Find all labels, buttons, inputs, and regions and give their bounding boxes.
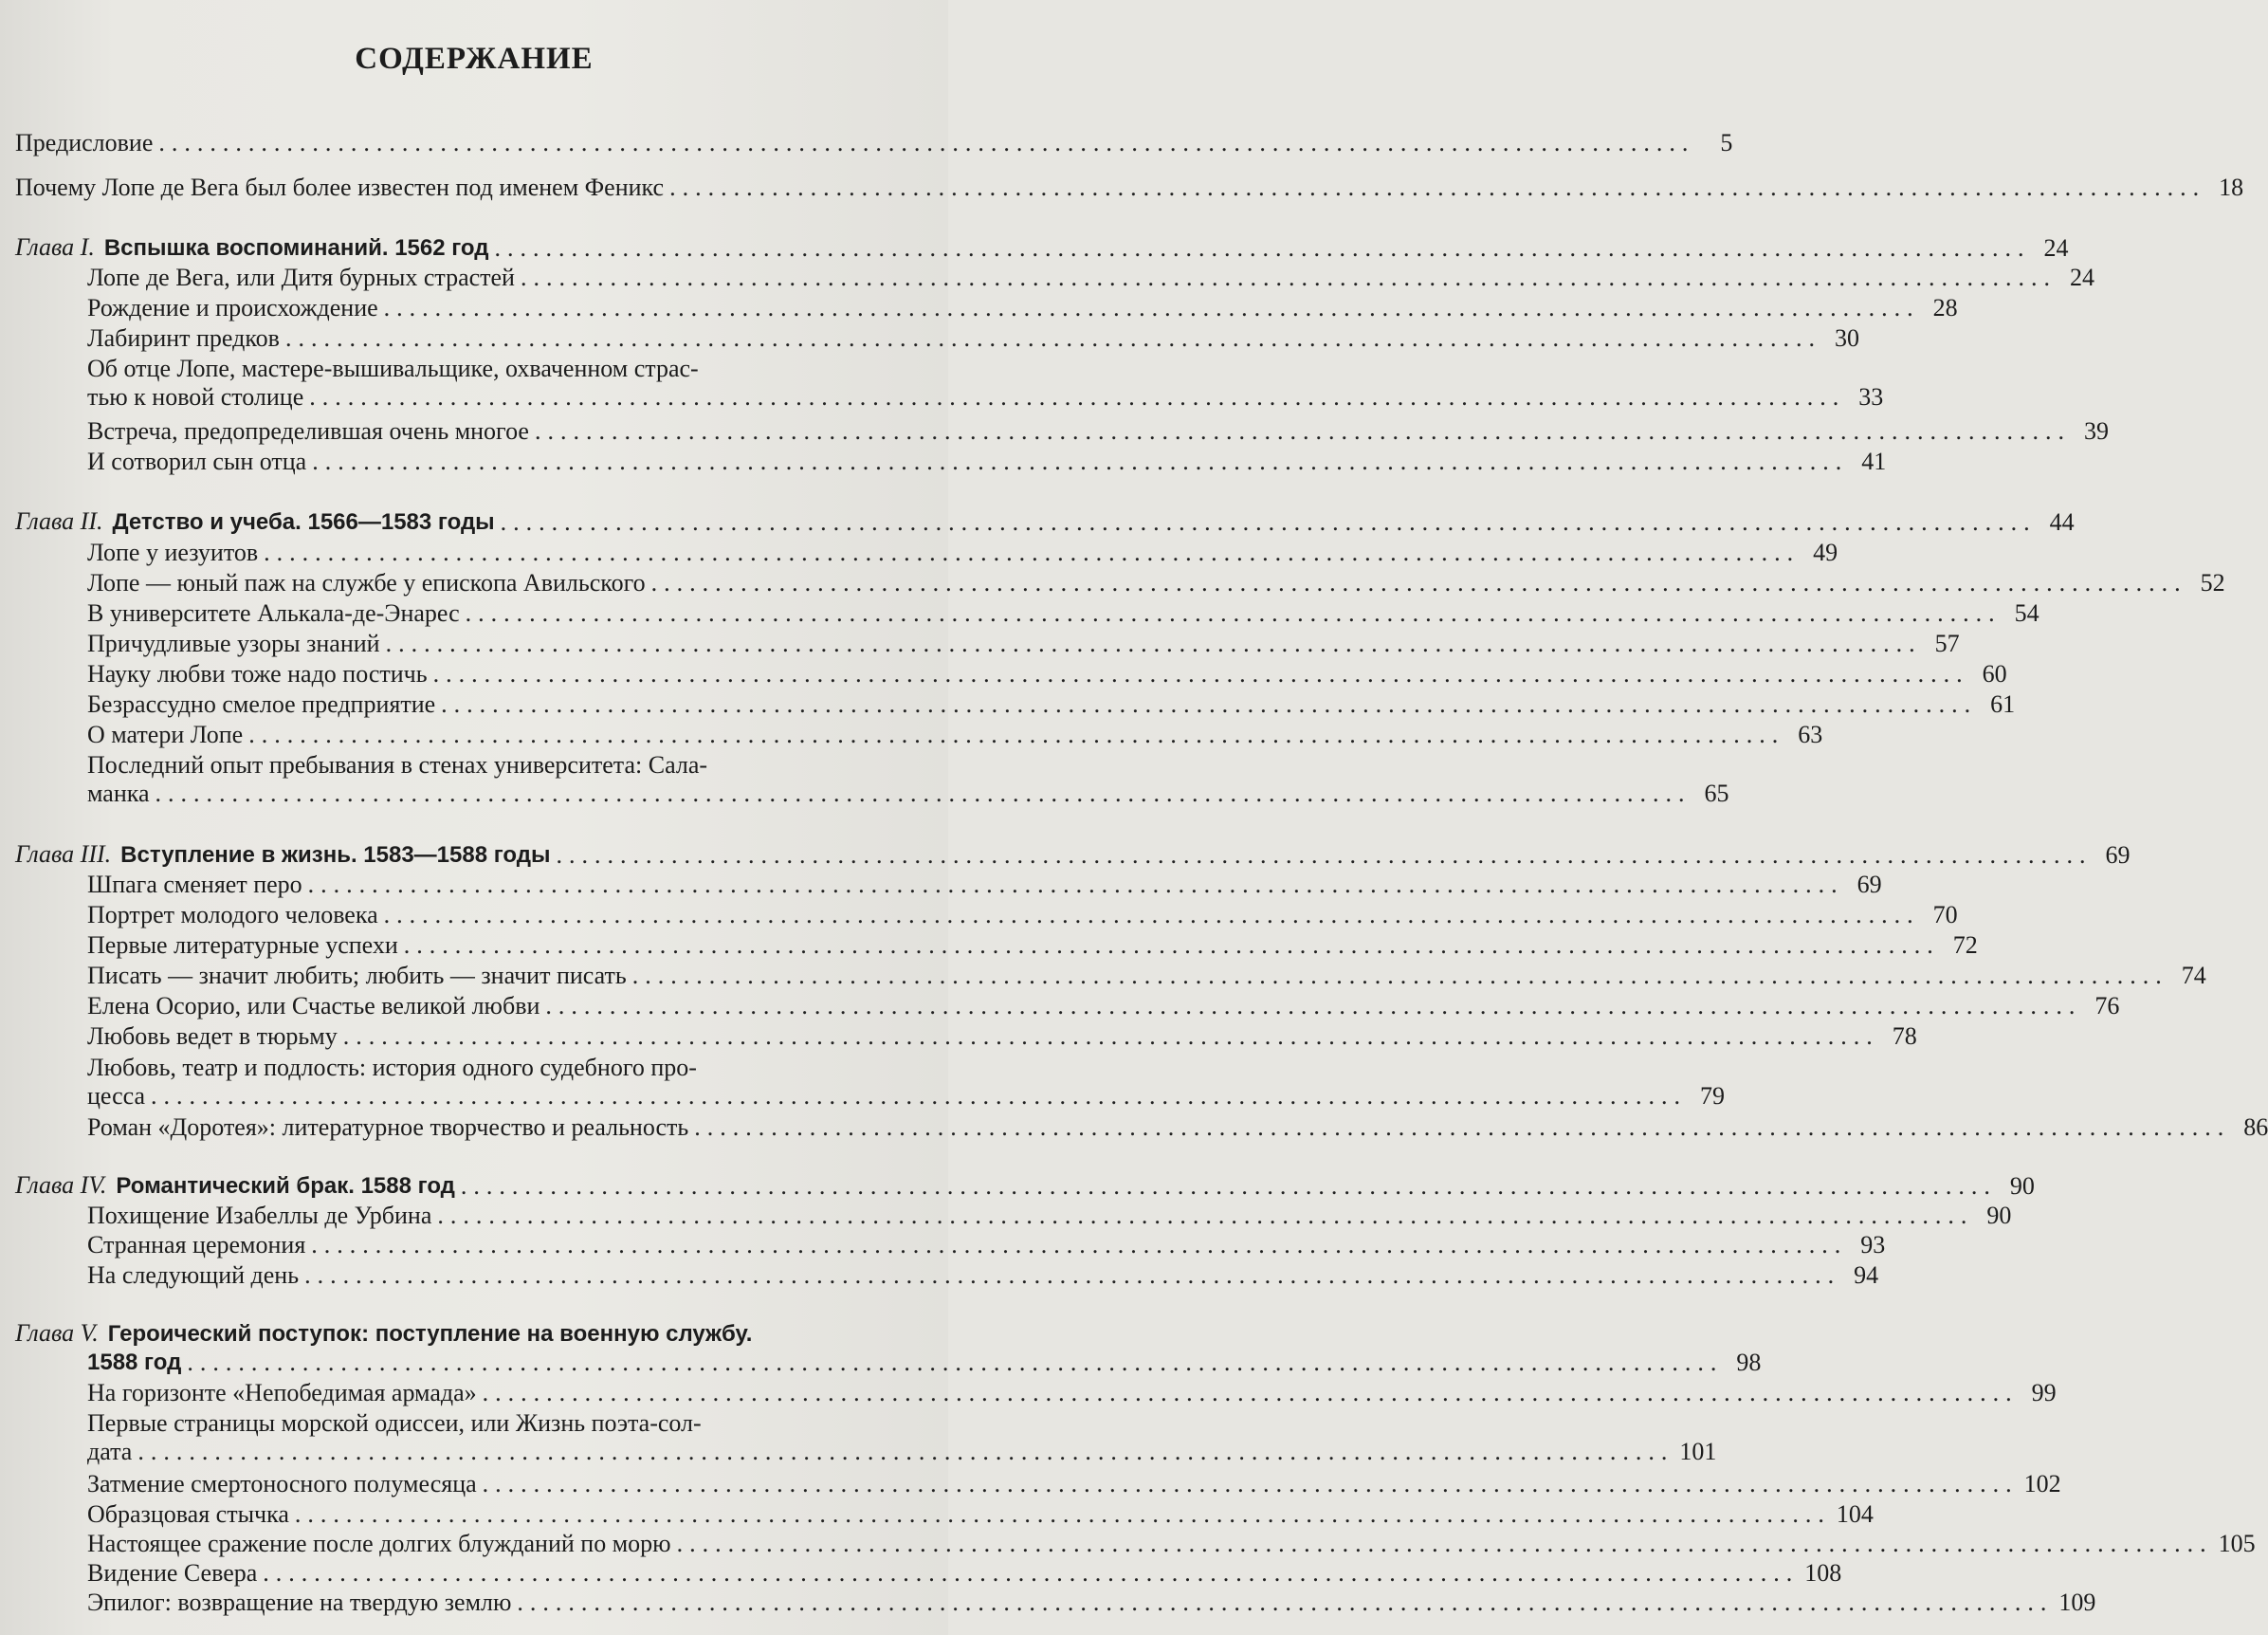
entry-title: Видение Севера — [87, 1559, 258, 1587]
page-number: 61 — [1990, 690, 2016, 718]
dot-leader: ........................................................................................................................ — [694, 1113, 2231, 1141]
toc-section-row — [87, 992, 2120, 1020]
toc-section-row — [87, 1379, 2057, 1407]
toc-chapter-row — [87, 1348, 1762, 1377]
toc-section-row — [87, 1438, 1717, 1466]
dot-leader: ........................................................................................................................ — [312, 448, 1849, 475]
page-number: 24 — [2043, 234, 2069, 262]
entry-title: Роман «Доротея»: литературное творчество и реальность — [87, 1113, 689, 1141]
toc-section-row — [87, 1530, 2256, 1558]
toc-section-row — [87, 294, 1958, 322]
entry-title — [87, 780, 150, 808]
entry-title: Безрассудно смелое предприятие — [87, 690, 436, 718]
page-number: 30 — [1834, 324, 1859, 352]
toc-section-row — [87, 1202, 2012, 1230]
page-number: 18 — [2219, 174, 2244, 201]
entry-title — [15, 233, 489, 263]
entry-title: В университете Алькала-де-Энарес — [87, 599, 460, 627]
toc-section-row — [87, 569, 2225, 597]
page-number: 98 — [1736, 1349, 1762, 1376]
entry-title — [87, 1082, 145, 1111]
dot-leader: ........................................................................................................................ — [631, 962, 2168, 989]
dot-leader: ........................................................................................................................ — [137, 1438, 1674, 1465]
dot-leader: ........................................................................................................................ — [517, 1589, 2054, 1616]
dot-leader: ........................................................................................................................ — [307, 871, 1844, 898]
chapter-label: Глава III. — [15, 840, 112, 868]
dot-leader: ........................................................................................................................ — [650, 569, 2187, 597]
dot-leader: ........................................................................................................................ — [482, 1379, 2019, 1406]
dot-leader: ........................................................................................................................ — [545, 992, 2082, 1020]
dot-leader: ........................................................................................................................ — [304, 1261, 1841, 1289]
toc-section-row — [87, 383, 1884, 412]
page-number: 86 — [2243, 1113, 2268, 1141]
dot-leader: ........................................................................................................................ — [432, 660, 1969, 688]
entry-title: Встреча, предопределившая очень многое — [87, 417, 529, 445]
dot-leader: ........................................................................................................................ — [482, 1470, 2019, 1497]
entry-title: Лопе де Вега, или Дитя бурных страстей — [87, 264, 515, 291]
page-number: 99 — [2031, 1379, 2057, 1406]
entry-title: Лопе у иезуитов — [87, 539, 259, 566]
dot-leader: ........................................................................................................................ — [460, 1172, 1997, 1200]
dot-leader: ........................................................................................................................ — [556, 841, 2093, 869]
entry-title: Лопе — юный паж на службе у епископа Авильского — [87, 569, 646, 597]
section-title: тью к новой столице — [87, 383, 304, 411]
page-number: 54 — [2014, 599, 2039, 627]
dot-leader: ........................................................................................................................ — [437, 1202, 1974, 1229]
section-title-line: Любовь, театр и подлость: история одного судебного про- — [87, 1054, 697, 1081]
dot-leader: ........................................................................................................................ — [403, 931, 1940, 959]
entry-title: Елена Осорио, или Счастье великой любви — [87, 992, 540, 1020]
toc-section-row — [87, 901, 1958, 929]
dot-leader: ........................................................................................................................ — [385, 630, 1922, 657]
chapter-label: Глава I. — [15, 233, 95, 261]
page-number: 93 — [1860, 1231, 1886, 1258]
dot-leader: ........................................................................................................................ — [264, 539, 1801, 566]
chapter-title: Вспышка воспоминаний. 1562 год — [103, 235, 489, 261]
page-number: 52 — [2200, 569, 2225, 597]
entry-title: О матери Лопе — [87, 721, 244, 748]
dot-leader: ........................................................................................................................ — [676, 1530, 2213, 1557]
dot-leader: ........................................................................................................................ — [158, 129, 1695, 156]
toc-section-row — [87, 721, 1823, 749]
chapter-title: Детство и учеба. 1566—1583 годы — [112, 509, 495, 535]
dot-leader: ........................................................................................................................ — [534, 417, 2071, 445]
toc-chapter-row — [15, 840, 2131, 870]
entry-title: Предисловие — [15, 129, 154, 156]
entry-title — [15, 507, 495, 537]
chapter-title: Героический поступок: поступление на военную службу. — [107, 1321, 753, 1347]
toc-section-row — [87, 1261, 1879, 1290]
dot-leader: ........................................................................................................................ — [383, 901, 1920, 928]
toc-section-row — [87, 1470, 2061, 1498]
dot-leader: ........................................................................................................................ — [342, 1022, 1879, 1050]
toc-section-row — [87, 1082, 1726, 1111]
page-number: 39 — [2083, 417, 2109, 445]
page-number: 102 — [2023, 1470, 2061, 1497]
section-title: дата — [87, 1438, 133, 1465]
entry-title — [15, 840, 550, 870]
dot-leader: ........................................................................................................................ — [294, 1500, 1831, 1528]
chapter-label: Глава II. — [15, 507, 103, 535]
section-title-line: Последний опыт пребывания в стенах университета: Сала- — [87, 751, 708, 779]
page-number: 5 — [1720, 129, 1733, 156]
toc-section-row — [87, 1022, 1917, 1051]
chapter-title: 1588 год — [87, 1350, 182, 1375]
entry-title: Похищение Изабеллы де Урбина — [87, 1202, 432, 1229]
toc-section-row — [87, 871, 1882, 899]
page-number: 69 — [2105, 841, 2131, 869]
entry-title: Рождение и происхождение — [87, 294, 378, 321]
dot-leader: ........................................................................................................................ — [669, 174, 2206, 201]
toc-section-row — [87, 264, 2094, 292]
entry-title: Любовь ведет в тюрьму — [87, 1022, 338, 1050]
toc-section-row — [87, 690, 2016, 719]
chapter-label: Глава V. — [15, 1319, 99, 1347]
section-title: манка — [87, 780, 150, 807]
toc-section-row — [87, 1559, 1842, 1588]
page-number: 70 — [1932, 901, 1958, 928]
page-number: 108 — [1804, 1559, 1842, 1587]
page-number: 28 — [1932, 294, 1958, 321]
page-number: 49 — [1813, 539, 1838, 566]
dot-leader: ........................................................................................................................ — [309, 383, 1846, 411]
page-number: 94 — [1854, 1261, 1879, 1289]
page-number: 63 — [1798, 721, 1823, 748]
entry-title: На следующий день — [87, 1261, 300, 1289]
toc-section-row — [87, 1231, 1886, 1259]
page-number: 65 — [1704, 780, 1729, 807]
dot-leader: ........................................................................................................................ — [520, 264, 2057, 291]
toc-section-row — [87, 931, 1978, 960]
page-title: СОДЕРЖАНИЕ — [355, 42, 594, 76]
toc-section-row — [87, 448, 1887, 476]
dot-leader: ........................................................................................................................ — [263, 1559, 1800, 1587]
entry-title: Первые литературные успехи — [87, 931, 398, 959]
entry-title: Лабиринт предков — [87, 324, 280, 352]
entry-title: Образцовая стычка — [87, 1500, 289, 1528]
toc-section-row — [87, 324, 1859, 353]
entry-title: И сотворил сын отца — [87, 448, 307, 475]
page-number: 76 — [2094, 992, 2120, 1020]
page-number: 90 — [1986, 1202, 2012, 1229]
page-number: 79 — [1700, 1082, 1726, 1110]
page-number: 72 — [1952, 931, 1978, 959]
entry-title: Писать — значит любить; любить — значит писать — [87, 962, 627, 989]
page-number: 33 — [1858, 383, 1884, 411]
entry-title: Почему Лопе де Вега был более известен под именем Феникс — [15, 174, 665, 201]
toc-section-row — [87, 539, 1838, 567]
toc-chapter-row — [15, 233, 2069, 263]
chapter-title-line — [15, 1319, 752, 1349]
entry-title: Странная церемония — [87, 1231, 306, 1258]
chapter-label: Глава IV. — [15, 1171, 107, 1199]
toc-section-row — [87, 1113, 2268, 1142]
chapter-title: Романтический брак. 1588 год — [116, 1173, 455, 1199]
toc-section-row — [87, 1589, 2096, 1617]
dot-leader: ........................................................................................................................ — [441, 690, 1978, 718]
entry-title: Эпилог: возвращение на твердую землю — [87, 1589, 512, 1616]
page-number: 90 — [2009, 1172, 2035, 1200]
dot-leader: ........................................................................................................................ — [494, 234, 2031, 262]
entry-title: Науку любви тоже надо постичь — [87, 660, 428, 688]
toc-chapter-row — [15, 1171, 2035, 1201]
toc-section-row — [87, 660, 2007, 689]
section-title: цесса — [87, 1082, 146, 1110]
entry-title: Затмение смертоносного полумесяца — [87, 1470, 477, 1497]
page-number: 78 — [1892, 1022, 1917, 1050]
dot-leader: ........................................................................................................................ — [465, 599, 2002, 627]
toc-section-row — [87, 630, 1960, 658]
section-title-line: Об отце Лопе, мастере-вышивальщике, охваченном страс- — [87, 355, 699, 382]
entry-title: Портрет молодого человека — [87, 901, 378, 928]
entry-title — [87, 1348, 181, 1377]
entry-title — [15, 1171, 455, 1201]
dot-leader: ........................................................................................................................ — [284, 324, 1821, 352]
toc-section-row — [87, 1500, 1874, 1529]
page-number: 57 — [1934, 630, 1960, 657]
toc-section-row — [87, 780, 1729, 808]
toc-chapter-row — [15, 507, 2075, 537]
section-title-line: Первые страницы морской одиссеи, или Жизнь поэта-сол- — [87, 1409, 702, 1437]
page-number: 69 — [1856, 871, 1882, 898]
dot-leader: ........................................................................................................................ — [383, 294, 1920, 321]
toc-section-row — [87, 417, 2109, 446]
entry-title — [87, 1438, 132, 1466]
dot-leader: ........................................................................................................................ — [311, 1231, 1848, 1258]
page-number: 109 — [2058, 1589, 2096, 1616]
page-number: 24 — [2069, 264, 2094, 291]
page-number: 101 — [1679, 1438, 1717, 1465]
page-number: 105 — [2218, 1530, 2256, 1557]
page-number: 41 — [1861, 448, 1887, 475]
page-number: 44 — [2049, 508, 2075, 536]
page-number: 60 — [1982, 660, 2007, 688]
dot-leader: ........................................................................................................................ — [500, 508, 2037, 536]
page-number: 74 — [2181, 962, 2206, 989]
dot-leader: ........................................................................................................................ — [155, 780, 1692, 807]
entry-title: Причудливые узоры знаний — [87, 630, 380, 657]
entry-title: На горизонте «Непобедимая армада» — [87, 1379, 477, 1406]
toc-front-row — [15, 174, 2244, 202]
page-number: 104 — [1836, 1500, 1874, 1528]
toc-section-row — [87, 962, 2206, 990]
entry-title: Настоящее сражение после долгих блужданий по морю — [87, 1530, 671, 1557]
entry-title — [87, 383, 303, 412]
dot-leader: ........................................................................................................................ — [187, 1349, 1724, 1376]
chapter-title: Вступление в жизнь. 1583—1588 годы — [120, 842, 551, 868]
dot-leader: ........................................................................................................................ — [151, 1082, 1688, 1110]
entry-title: Шпага сменяет перо — [87, 871, 302, 898]
dot-leader: ........................................................................................................................ — [248, 721, 1785, 748]
toc-front-row — [15, 129, 1733, 157]
toc-section-row — [87, 599, 2039, 628]
